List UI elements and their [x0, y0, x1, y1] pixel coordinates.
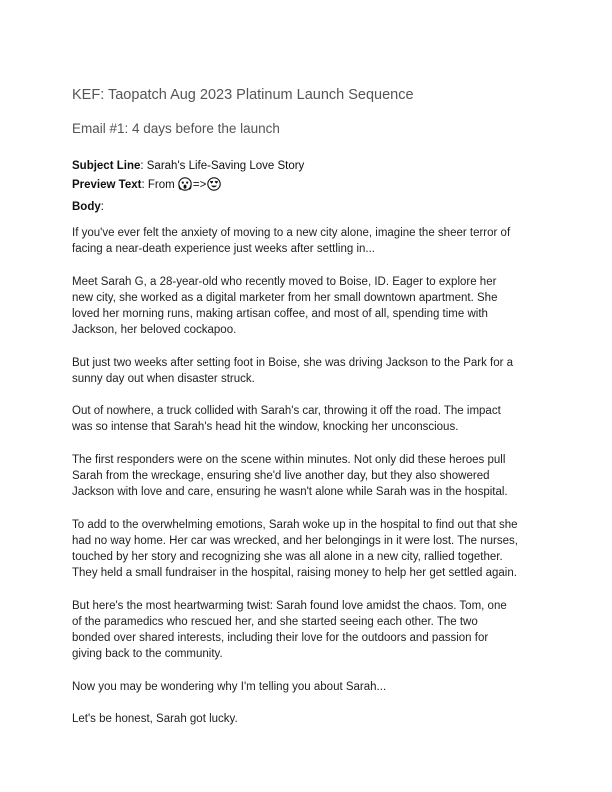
body-line: But just two weeks after setting foot in Boise, she was driving Jackson to the Park for a	[72, 356, 514, 369]
body-line: The first responders were on the scene within minutes. Not only did these heroes pull	[72, 453, 506, 466]
body-line: Meet Sarah G, a 28-year-old who recently moved to Boise, ID. Eager to explore her	[72, 275, 497, 288]
body-line: They held a small fundraiser in the hospital, raising money to help her get settled again.	[72, 567, 517, 580]
heart-eyes-face-emoji-icon	[207, 177, 221, 198]
document-title: KEF: Taopatch Aug 2023 Platinum Launch Sequence	[72, 87, 414, 103]
body-paragraph	[72, 517, 540, 582]
email-meta	[72, 157, 304, 217]
preview-label: Preview Text	[72, 179, 142, 191]
body-paragraph	[72, 679, 540, 695]
body-line: loved her morning runs, making artisan coffee, and most of all, spending time with	[72, 308, 488, 320]
body-line: was so intense that Sarah's head hit the window, knocking her unconscious.	[72, 421, 459, 434]
body-label-row: Body:	[72, 201, 104, 213]
body-line: giving back to the community.	[72, 648, 223, 661]
body-line: Now you may be wondering why I'm telling you about Sarah...	[72, 680, 387, 693]
body-line: of the paramedics who rescued her, and she started seeing each other. The two	[72, 615, 478, 628]
body-line: To add to the overwhelming emotions, Sarah woke up in the hospital to find out that she	[72, 518, 518, 531]
body-label: Body	[72, 201, 101, 213]
subject-label: Subject Line	[72, 160, 141, 172]
body-paragraph	[72, 355, 540, 387]
preview-text-row: Preview Text: From =>	[72, 176, 304, 198]
body-line: Out of nowhere, a truck collided with Sarah's car, throwing it off the road. The impact	[72, 405, 501, 418]
body-line: Let's be honest, Sarah got lucky.	[72, 712, 238, 725]
body-paragraph	[72, 274, 540, 339]
body-line: new city, she worked as a digital marketer from her small downtown apartment. She	[72, 291, 498, 304]
body-paragraph	[72, 225, 540, 257]
body-paragraph	[72, 711, 540, 727]
subject-line-row: Subject Line: Sarah's Life-Saving Love Story	[72, 160, 305, 172]
body-line: sunny day out when disaster struck.	[72, 372, 255, 385]
body-line: facing a near-death experience just weeks after settling in...	[72, 243, 376, 256]
body-line: Jackson with love and care, ensuring he wasn't alone while Sarah was in the hospital.	[72, 486, 508, 499]
body-paragraph	[72, 598, 540, 663]
subject-text: Sarah's Life-Saving Love Story	[146, 160, 305, 172]
body-line: But here's the most heartwarming twist: Sarah found love amidst the chaos. Tom, one	[72, 599, 507, 612]
body-line: If you've ever felt the anxiety of moving to a new city alone, imagine the sheer terror of	[72, 227, 511, 239]
preview-arrow: =>	[192, 179, 207, 191]
body-line: bonded over shared interests, including their love for the outdoors and passion for	[72, 631, 489, 644]
body-paragraph	[72, 452, 540, 501]
email-heading: Email #1: 4 days before the launch	[72, 121, 280, 136]
preview-from: From	[147, 179, 175, 191]
body-line: Jackson, her beloved cockapoo.	[72, 324, 237, 337]
body-paragraph	[72, 403, 540, 435]
body-line: had no way home. Her car was wrecked, and her belongings in it were lost. The nurses,	[72, 534, 518, 547]
email-body	[72, 225, 540, 743]
body-line: Sarah from the wreckage, ensuring she'd live another day, but they also showered	[72, 469, 490, 482]
body-line: touched by her story and recognizing she was all alone in a new city, rallied together.	[72, 550, 503, 563]
scream-face-emoji-icon	[178, 177, 192, 198]
